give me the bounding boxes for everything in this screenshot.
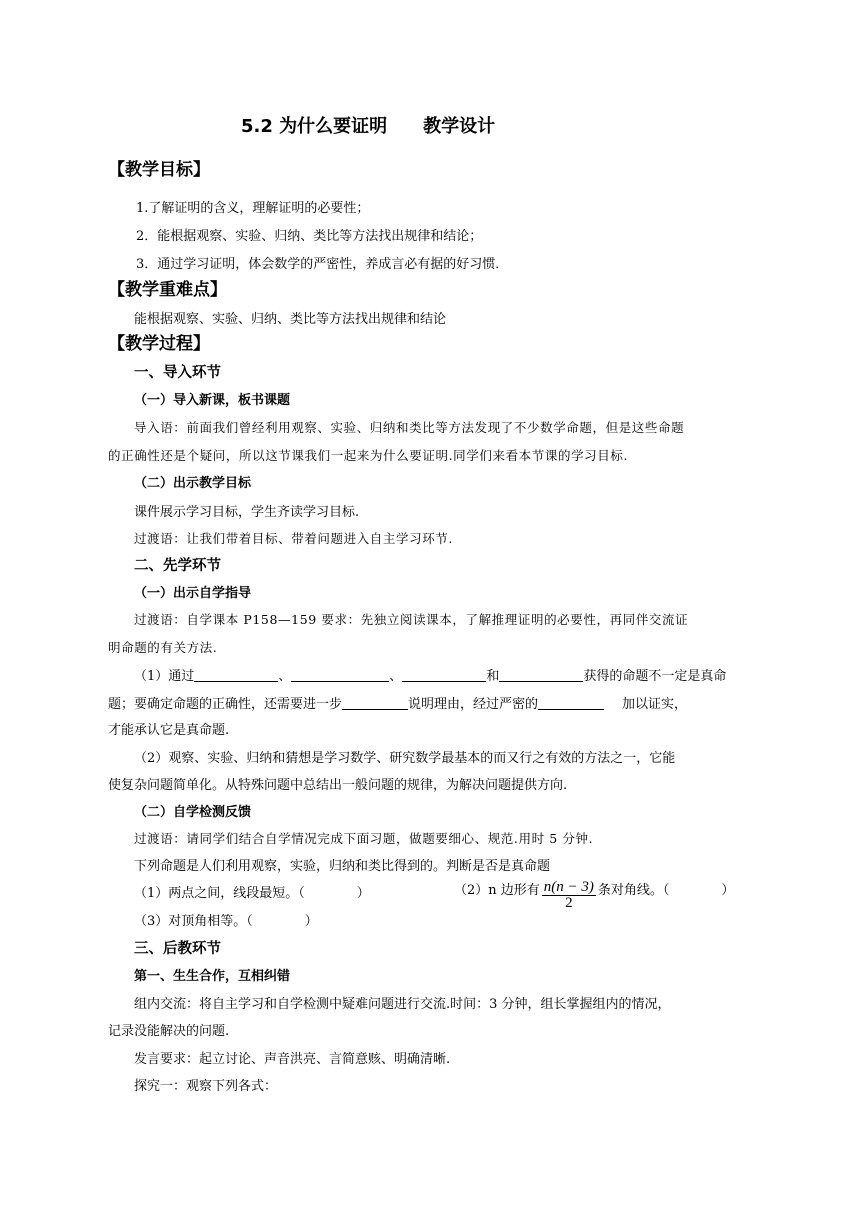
fill-text: 题；要确定命题的正确性，还需要进一步 <box>108 697 343 712</box>
fill-in-line-2 <box>108 696 687 711</box>
fill-text: 和 <box>486 669 500 684</box>
fill-in-line-1 <box>134 668 726 683</box>
explore-line: 探究一：观察下列各式： <box>134 1079 278 1094</box>
method-paragraph-line: 使复杂问题简单化。从特殊问题中总结出一般问题的规律，为解决问题提供方向. <box>108 778 568 793</box>
fill-blank[interactable] <box>499 668 583 682</box>
keypoints-text: 能根据观察、实验、归纳、类比等方法找出规律和结论 <box>134 312 447 327</box>
group-exchange-line: 记录没能解决的问题. <box>108 1024 230 1039</box>
formula-denominator: 2 <box>565 895 573 911</box>
keypoints-heading: 【教学重难点】 <box>108 280 227 300</box>
part1-sub2-heading: （二）出示教学目标 <box>134 476 252 491</box>
fill-text: 、 <box>389 669 403 684</box>
courseware-line: 课件展示学习目标，学生齐读学习目标. <box>134 505 360 520</box>
part1-sub1-heading: （一）导入新课，板书课题 <box>134 393 291 408</box>
formula-numerator: n(n − 3) <box>543 879 594 895</box>
objectives-heading: 【教学目标】 <box>108 160 210 180</box>
fill-text: 说明理由，经过严密的 <box>408 697 539 712</box>
part1-heading: 一、导入环节 <box>134 365 221 381</box>
fill-blank[interactable] <box>538 696 604 710</box>
guide-paragraph-line: 过渡语：自学课本 P158—159 要求：先独立阅读课本，了解推理证明的必要性，再同伴交流证 <box>134 612 689 627</box>
fill-text: 加以证实， <box>622 697 688 712</box>
part3-heading: 三、后教环节 <box>134 941 221 957</box>
intro-paragraph-line: 导入语：前面我们曾经利用观察、实验、归纳和类比等方法发现了不少数学命题，但是这些命题 <box>134 420 685 435</box>
speech-requirement-line: 发言要求：起立讨论、声音洪亮、言简意赅、明确清晰. <box>134 1052 451 1067</box>
fill-blank[interactable] <box>194 668 278 682</box>
intro-paragraph-line: 的正确性还是个疑问，所以这节课我们一起来为什么要证明.同学们来看本节课的学习目标. <box>108 448 629 463</box>
objective-item: 3．通过学习证明，体会数学的严密性，养成言必有据的好习惯． <box>136 257 509 272</box>
fill-text: 获得的命题不一定是真命 <box>583 669 727 684</box>
fill-text: （1）通过 <box>134 669 195 684</box>
part2-sub1-heading: （一）出示自学指导 <box>134 586 252 601</box>
part3-sub1-heading: 第一、生生合作，互相纠错 <box>134 969 291 984</box>
question-2-text: 条对角线。（ ） <box>597 883 735 898</box>
objective-item: 2．能根据观察、实验、归纳、类比等方法找出规律和结论； <box>136 229 483 244</box>
question-2-text: （2）n 边形有 <box>454 883 540 898</box>
fill-in-line-3: 才能承认它是真命题. <box>108 723 230 738</box>
fill-text: 、 <box>278 669 292 684</box>
question-3: （3）对顶角相等。（ ） <box>134 914 318 929</box>
process-heading: 【教学过程】 <box>108 334 210 354</box>
document-title: 5.2 为什么要证明 教学设计 <box>241 116 496 137</box>
fill-blank[interactable] <box>342 696 408 710</box>
exercise-transition-line: 过渡语：请同学们结合自学情况完成下面习题，做题要细心、规范.用时 5 分钟. <box>134 831 594 846</box>
diagonal-formula <box>542 879 596 911</box>
question-1: （1）两点之间，线段最短。（ ） <box>134 886 370 901</box>
transition-line: 过渡语：让我们带着目标、带着问题进入自主学习环节. <box>134 531 453 546</box>
group-exchange-line: 组内交流：将自主学习和自学检测中疑难问题进行交流.时间：3 分钟，组长掌握组内的情况， <box>134 997 671 1012</box>
part2-sub2-heading: （二）自学检测反馈 <box>134 805 252 820</box>
guide-paragraph-line: 明命题的有关方法. <box>108 640 218 655</box>
exercise-instruction-line: 下列命题是人们利用观察，实验，归纳和类比得到的。判断是否是真命题 <box>134 859 551 874</box>
fill-blank[interactable] <box>402 668 486 682</box>
fill-blank[interactable] <box>291 668 389 682</box>
method-paragraph-line: （2）观察、实验、归纳和猜想是学习数学、研究数学最基本的而又行之有效的方法之一，它能 <box>134 751 676 766</box>
question-2 <box>454 876 735 911</box>
part2-heading: 二、先学环节 <box>134 558 221 574</box>
objective-item: 1.了解证明的含义，理解证明的必要性； <box>136 201 370 216</box>
